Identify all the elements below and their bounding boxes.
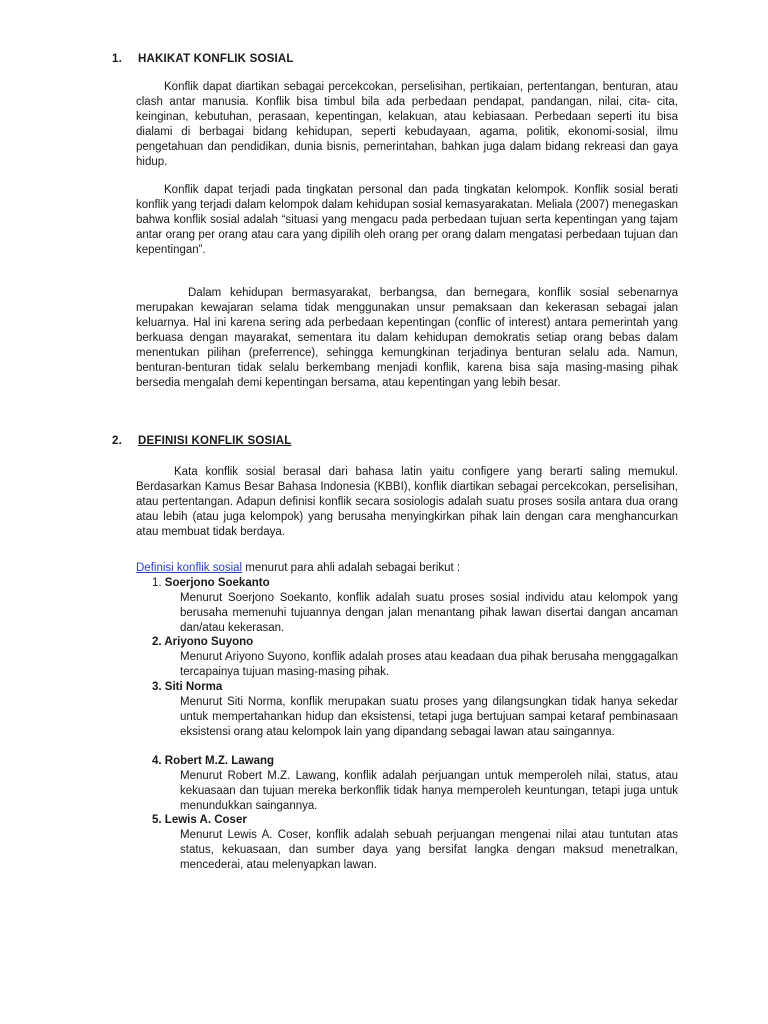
intro-text: menurut para ahli adalah sebagai berikut :	[242, 562, 461, 574]
expert-definition: Menurut Lewis A. Coser, konflik adalah sebuah perjuangan mengenai nilai atau tuntutan atas status, kekuasaan, dan sumber daya yang bersifat langka dengan maksud menetralkan, mencederai, atau melenyapkan lawan.	[180, 829, 678, 871]
paragraph: Konflik dapat terjadi pada tingkatan personal dan pada tingkatan kelompok. Konflik sosial berati konflik yang terjadi dalam kelompok dalam kehidupan sosial kemasyarakatan. Meliala (2007) menegaskan bahwa konflik sosial adalah “situasi yang mengacu pada perbedaan tujuan serta kepentingan yang tajam antar orang per orang atau cara yang dipilih oleh orang per orang dalam mengatasi perbedaan tujuan dan kepentingan”.	[136, 184, 678, 256]
item-number: 5.	[152, 814, 162, 826]
expert-name-text: Soerjono Soekanto	[164, 577, 270, 589]
item-number: 3.	[152, 681, 162, 693]
paragraph: Dalam kehidupan bermasyarakat, berbangsa, dan bernegara, konflik sosial sebenarnya merupakan kewajaran selama tidak menggunakan unsur pemaksaan dan kekerasan sebagai jalan keluarnya. Hal ini karena sering ada perbedaan kepentingan (conflic of interest) antara pemerintah yang berkuasa dengan mayarakat, sementara itu dalam kehidupan demokratis setiap orang bebas dalam menentukan pilihan (preferrence), sehingga kemungkinan terjadinya benturan selalu ada. Namun, benturan-benturan tidak selalu berkembang menjadi konflik, karena bisa saja masing-masing pihak bersedia mengalah demi kepentingan bersama, atau kepentingan yang lebih besar.	[136, 287, 678, 389]
item-number: 1.	[152, 577, 162, 589]
list-item	[152, 813, 678, 873]
expert-name-text: Lewis A. Coser	[164, 814, 247, 826]
expert-name-text: Siti Norma	[164, 681, 223, 693]
section-title: DEFINISI KONFLIK SOSIAL	[138, 435, 292, 447]
list-item	[152, 576, 678, 636]
expert-name	[152, 680, 678, 695]
expert-name	[152, 635, 678, 650]
list-item	[152, 635, 678, 680]
expert-definition: Menurut Ariyono Suyono, konflik adalah proses atau keadaan dua pihak berusaha menggagalkan tercapainya tujuan masing-masing pihak.	[180, 651, 678, 678]
list-item	[152, 680, 678, 740]
section-number: 1.	[112, 53, 122, 65]
paragraph: Kata konflik sosial berasal dari bahasa latin yaitu configere yang berarti saling memukul. Berdasarkan Kamus Besar Bahasa Indonesia (KBBI), konflik diartikan sebagai percekcokan, perselisihan, atau pertentangan. Adapun definisi konflik secara sosiologis adalah suatu proses sosila antara dua orang atau lebih (atau juga kelompok) yang berusaha menyingkirkan pihak lain dengan cara menghancurkan atau membuat tidak berdaya.	[136, 466, 678, 538]
expert-name	[152, 813, 678, 828]
section-title: HAKIKAT KONFLIK SOSIAL	[138, 53, 294, 65]
section-number: 2.	[112, 435, 122, 447]
definitions-intro	[136, 561, 678, 576]
expert-name-text: Ariyono Suyono	[164, 636, 254, 648]
expert-definition: Menurut Siti Norma, konflik merupakan suatu proses yang dilangsungkan tidak hanya sekedar untuk mempertahankan hidup dan eksistensi, tetapi juga bertujuan sampai ketaraf pembinasaan eksistensi orang atau kelompok lain yang dipandang sebagai lawan atau saingannya.	[180, 696, 678, 738]
expert-definition: Menurut Soerjono Soekanto, konflik adalah suatu proses sosial individu atau kelompok yang berusaha memenuhi tujuannya dengan jalan menantang pihak lawan disertai dangan ancaman dan/atau kekerasan.	[180, 592, 678, 634]
section-heading-hakikat	[112, 52, 294, 67]
definisi-konflik-sosial-link[interactable]: Definisi konflik sosial	[136, 562, 243, 574]
expert-name	[152, 754, 678, 769]
paragraph: Konflik dapat diartikan sebagai percekcokan, perselisihan, pertikaian, pertentangan, benturan, atau clash antar manusia. Konflik bisa timbul bila ada perbedaan pendapat, pandangan, nilai, cita- cita, keinginan, kebutuhan, perasaan, kepentingan, kelakuan, atau kebiasaan. Perbedaan seperti itu bisa dialami di berbagai bidang kehidupan, seperti kebudayaan, agama, politik, ekonomi-sosial, ilmu pengetahuan dan pendidikan, dunia bisnis, pemerintahan, bahkan juga dalam bidang rekreasi dan gaya hidup.	[136, 81, 678, 168]
expert-name	[152, 576, 678, 591]
expert-definition: Menurut Robert M.Z. Lawang, konflik adalah perjuangan untuk memperoleh nilai, status, atau kekuasaan dan tujuan mereka berkonflik tidak hanya memperoleh keuntungan, tetapi juga untuk menundukkan saingannya.	[180, 770, 678, 812]
section-heading-definisi	[112, 434, 291, 449]
list-item	[152, 754, 678, 814]
expert-name-text: Robert M.Z. Lawang	[164, 755, 275, 767]
item-number: 2.	[152, 636, 162, 648]
item-number: 4.	[152, 755, 162, 767]
